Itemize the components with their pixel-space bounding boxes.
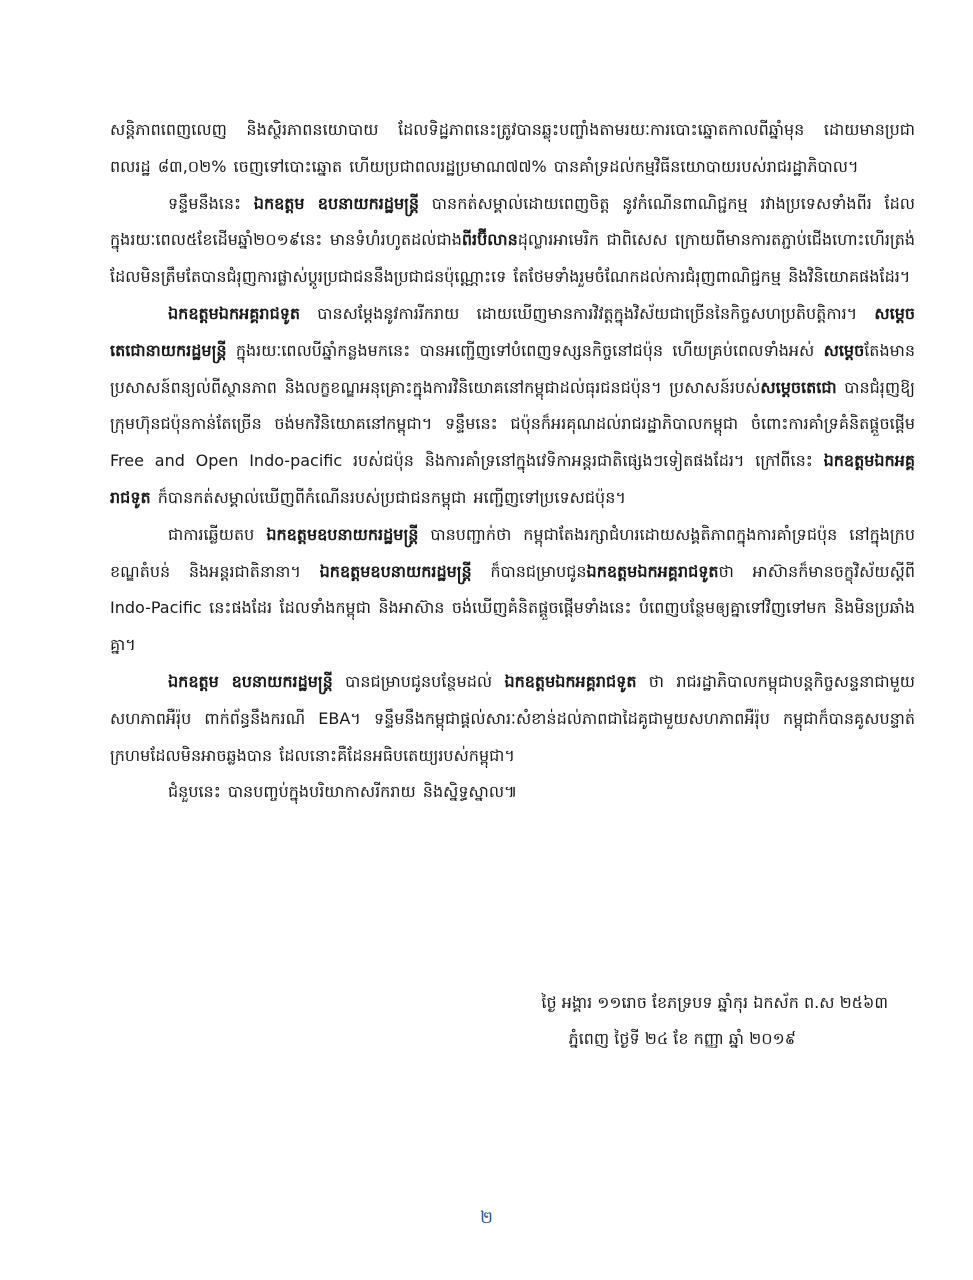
document-body	[110, 112, 915, 811]
paragraph-4	[110, 517, 915, 664]
paragraph-1	[110, 112, 915, 186]
bold-title: ឯកឧត្តមឧបនាយករដ្ឋមន្ត្រី	[319, 561, 472, 581]
paragraph-text: ក្នុងរយៈពេលបីឆ្នាំកន្លងមកនេះ បានអញ្ជើញទៅបំពេញទស្សនកិច្ចនៅជប៉ុន ហើយគ្រប់ពេលទាំងអស់	[226, 340, 824, 360]
paragraph-text: ជាការឆ្លើយតប	[168, 524, 267, 544]
paragraph-text: បានជម្រាបជូនបន្ថែមដល់	[332, 671, 505, 691]
paragraph-text: ថា អាស៊ានក៏មានចក្ខុវិស័យស្តីពី Indo-Pacific នេះផងដែរ ដែលទាំងកម្ពុជា និងអាស៊ាន ចង់ឃើញគំនិតផ្តួចផ្តើមទាំងនេះ បំពេញបន្ថែមឲ្យគ្នាទៅវិញទៅមក និងមិនប្រឆាំងគ្នា។	[110, 561, 915, 655]
bold-title: សម្តេចតេជោនាយករដ្ឋមន្ត្រី	[110, 303, 915, 360]
paragraph-5	[110, 664, 915, 774]
paragraph-text: ជំនួបនេះ បានបញ្ចប់ក្នុងបរិយាកាសរីករាយ និងស្និទ្ធស្នាល៕	[168, 782, 518, 802]
bold-title: សម្តេចតេជោ	[760, 377, 837, 397]
bold-amount: ពីរប៊ីលាន	[461, 230, 518, 250]
paragraph-text: ក៏បានជម្រាបជូន	[471, 561, 587, 581]
paragraph-text: ទន្ទឹមនឹងនេះ	[168, 193, 254, 213]
paragraph-3	[110, 296, 915, 517]
paragraph-2	[110, 186, 915, 296]
bold-title: ឯកឧត្តមឧបនាយករដ្ឋមន្ត្រី	[266, 524, 419, 544]
date-signoff	[110, 985, 888, 1057]
paragraph-text: បានកត់សម្គាល់ដោយពេញចិត្ត នូវកំណើនពាណិជ្ជកម្ម រវាងប្រទេសទាំងពីរ ដែលក្នុងរយៈពេល៥ខែដើមឆ្នាំ២០១៩នេះ មានទំហំរហូតដល់ជាង	[110, 193, 916, 250]
lunar-date-line: ថ្ងៃ អង្គារ ១១រោច ខែភទ្របទ ឆ្នាំកុរ ឯកស័ក ព.ស ២៥៦៣	[541, 993, 888, 1012]
paragraph-text: បានសម្តែងនូវការរីករាយ ដោយឃើញមានការវិវត្តក្នុងវិស័យជាច្រើននៃកិច្ចសហប្រតិបត្តិការ។	[300, 303, 875, 323]
place-date-line: ភ្នំពេញ ថ្ងៃទី ២៤ ខែ កញ្ញា ឆ្នាំ ២០១៩	[568, 1029, 796, 1048]
bold-title: ឯកឧត្តម ឧបនាយករដ្ឋមន្រ្តី	[253, 193, 420, 213]
bold-title: ឯកឧត្តមឯកអគ្គរាជទូត	[168, 303, 301, 323]
paragraph-text: បានជំរុញឱ្យក្រុមហ៊ុនជប៉ុនកាន់តែច្រើន ចង់មកវិនិយោគនៅកម្ពុជា។ ទន្ទឹមនេះ ជប៉ុនក៏អរគុណដល់រាជរដ្ឋាភិបាលកម្ពុជា ចំពោះការគាំទ្រគំនិតផ្តួចផ្តើម Free and Open Indo-pacific របស់ជប៉ុន និងការគាំទ្រនៅក្នុងវេទិកាអន្តរជាតិផ្សេងៗទៀតផងដែរ។ ក្រៅពីនេះ	[110, 377, 915, 471]
paragraph-6	[110, 774, 915, 811]
page-number: ២	[480, 1208, 493, 1228]
paragraph-text: សន្តិភាពពេញលេញ និងស្ថិរភាពនយោបាយ ដែលទិដ្ឋភាពនេះត្រូវបានឆ្លុះបញ្ចាំងតាមរយៈការបោះឆ្នោតកាលពីឆ្នាំមុន ដោយមានប្រជាពលរដ្ឋ ៨៣,០២% ចេញទៅបោះឆ្នោត ហើយប្រជាពលរដ្ឋប្រមាណ៧៧% បានគាំទ្រដល់កម្មវិធីនយោបាយរបស់រាជរដ្ឋាភិបាល។	[110, 120, 915, 176]
paragraph-text: បានបញ្ជាក់ថា កម្ពុជាតែងរក្សាជំហរដោយសង្គតិភាពក្នុងការគាំទ្រជប៉ុន នៅក្នុងក្របខណ្ឌតំបន់ និងអន្តរជាតិនានា។	[110, 524, 915, 581]
paragraph-text: តែងមានប្រសាសន៍ពន្យល់ពីស្ថានភាព និងលក្ខខណ្ឌអនុគ្រោះក្នុងការវិនិយោគនៅកម្ពុជាដល់ធុរជនជប៉ុន។ ប្រសាសន៍របស់	[110, 340, 915, 397]
bold-title: ឯកឧត្តមឯកអគ្គរាជទូត	[586, 561, 719, 581]
bold-title: ឯកឧត្តមឯកអគ្គរាជទូត	[504, 671, 637, 691]
paragraph-text: ដុល្លារអាមេរិក ជាពិសេស ក្រោយពីមានការតភ្ជាប់ជើងហោះហើរត្រង់ ដែលមិនត្រឹមតែបានជំរុញការផ្លាស់ប្តូរប្រជាជននឹងប្រជាជនប៉ុណ្ណោះទេ តែថែមទាំងរួមចំណែកដល់ការជំរុញពាណិជ្ជកម្ម និងវិនិយោគផងដែរ។	[110, 230, 915, 287]
paragraph-text: ក៏បានកត់សម្គាល់ឃើញពីកំណើនរបស់ប្រជាជនកម្ពុជា អញ្ជើញទៅប្រទេសជប៉ុន។	[150, 487, 626, 507]
bold-title: ឯកឧត្តមឯកអគ្គរាជទូត	[110, 451, 915, 507]
paragraph-text: ថា រាជរដ្ឋាភិបាលកម្ពុជាបន្តកិច្ចសន្ទនាជាមួយសហភាពអឺរ៉ុប ពាក់ព័ន្ធនឹងករណី EBA។ ទន្ទឹមនឹងកម្ពុជាផ្តល់សារៈសំខាន់ដល់ភាពជាដៃគូជាមួយសហភាពអឺរ៉ុប កម្ពុជាក៏បានគូសបន្ទាត់ក្រហមដែលមិនអាចឆ្លងបាន ដែលនោះគឺដែនអធិបតេយ្យរបស់កម្ពុជា។	[110, 671, 916, 765]
bold-title: ឯកឧត្តម ឧបនាយករដ្ឋមន្ត្រី	[168, 671, 333, 691]
bold-title: សម្តេច	[823, 340, 865, 360]
